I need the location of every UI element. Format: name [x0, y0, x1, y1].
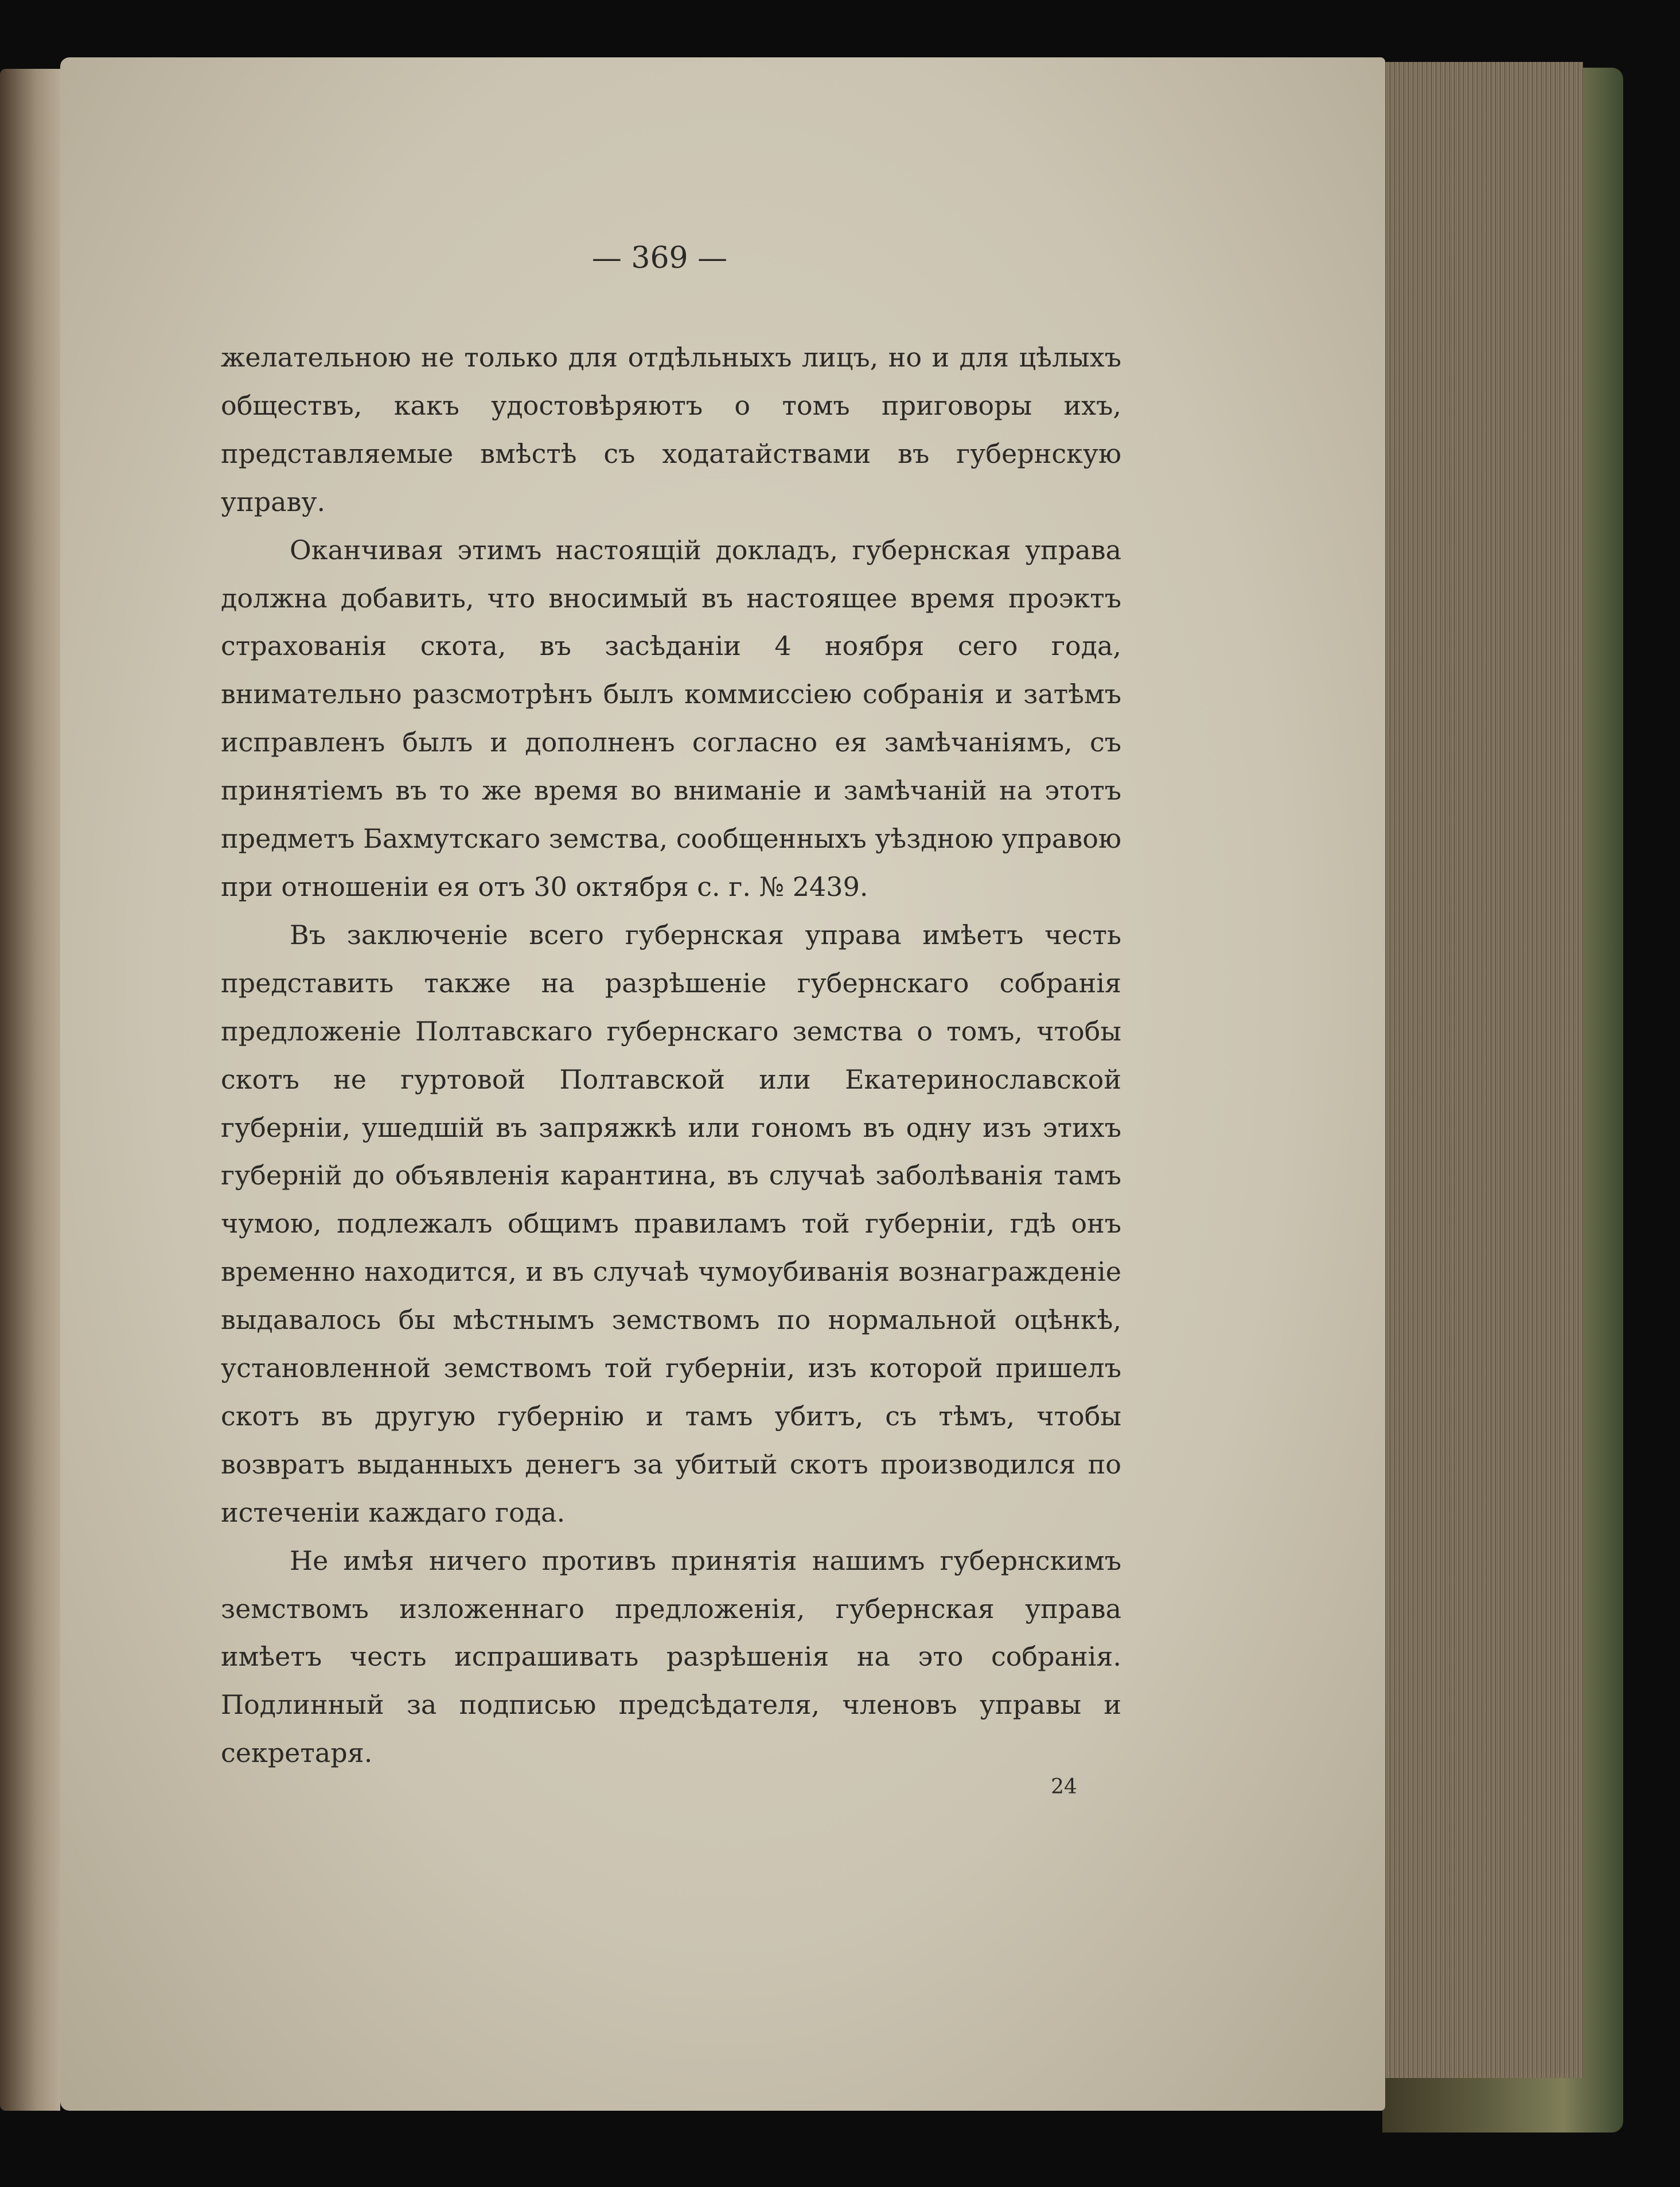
page-block-edges	[1382, 62, 1583, 2078]
paragraph: желательною не только для отдѣльныхъ лицъ, но и для цѣлыхъ обществъ, какъ удостовѣряютъ о томъ приговоры ихъ, представляемые вмѣстѣ съ ходатайствами въ губернскую управу.	[221, 342, 1121, 517]
paragraph: Не имѣя ничего противъ принятія нашимъ губернскимъ земствомъ изложеннаго предложенія, губернская управа имѣетъ честь испрашивать разрѣшенія на это собранія. Подлинный за подписью предсѣдателя, членовъ управы и секретаря.	[221, 1545, 1121, 1769]
body-text	[221, 334, 1121, 1777]
previous-page-edge	[0, 69, 60, 2111]
printer-signature-mark: 24	[1051, 1775, 1077, 1799]
paragraph: Въ заключеніе всего губернская управа имѣетъ честь представить также на разрѣшеніе губернскаго собранія предложеніе Полтавскаго губернскаго земства о томъ, чтобы скотъ не гуртовой Полтавской или Екатеринославской губерніи, ушедшій въ запряжкѣ или гономъ въ одну изъ этихъ губерній до объявленія карантина, въ случаѣ заболѣванія тамъ чумою, подлежалъ общимъ правиламъ той губерніи, гдѣ онъ временно находится, и въ случаѣ чумоубиванія вознагражденіе выдавалось бы мѣстнымъ земствомъ по нормальной оцѣнкѣ, установленной земствомъ той губерніи, изъ которой пришелъ скотъ въ другую губернію и тамъ убитъ, съ тѣмъ, чтобы возвратъ выданныхъ денегъ за убитый скотъ производился по истеченіи каждаго года.	[221, 919, 1121, 1528]
paragraph: Оканчивая этимъ настоящій докладъ, губернская управа должна добавить, что вносимый въ настоящее время проэктъ страхованія скота, въ засѣданіи 4 ноября сего года, внимательно разсмотрѣнъ былъ коммиссіею собранія и затѣмъ исправленъ былъ и дополненъ согласно ея замѣчаніямъ, съ принятіемъ въ то же время во вниманіе и замѣчаній на этотъ предметъ Бахмутскаго земства, сообщенныхъ уѣздною управою при отношеніи ея отъ 30 октября с. г. № 2439.	[221, 534, 1121, 902]
page-number: — 369 —	[591, 241, 728, 275]
